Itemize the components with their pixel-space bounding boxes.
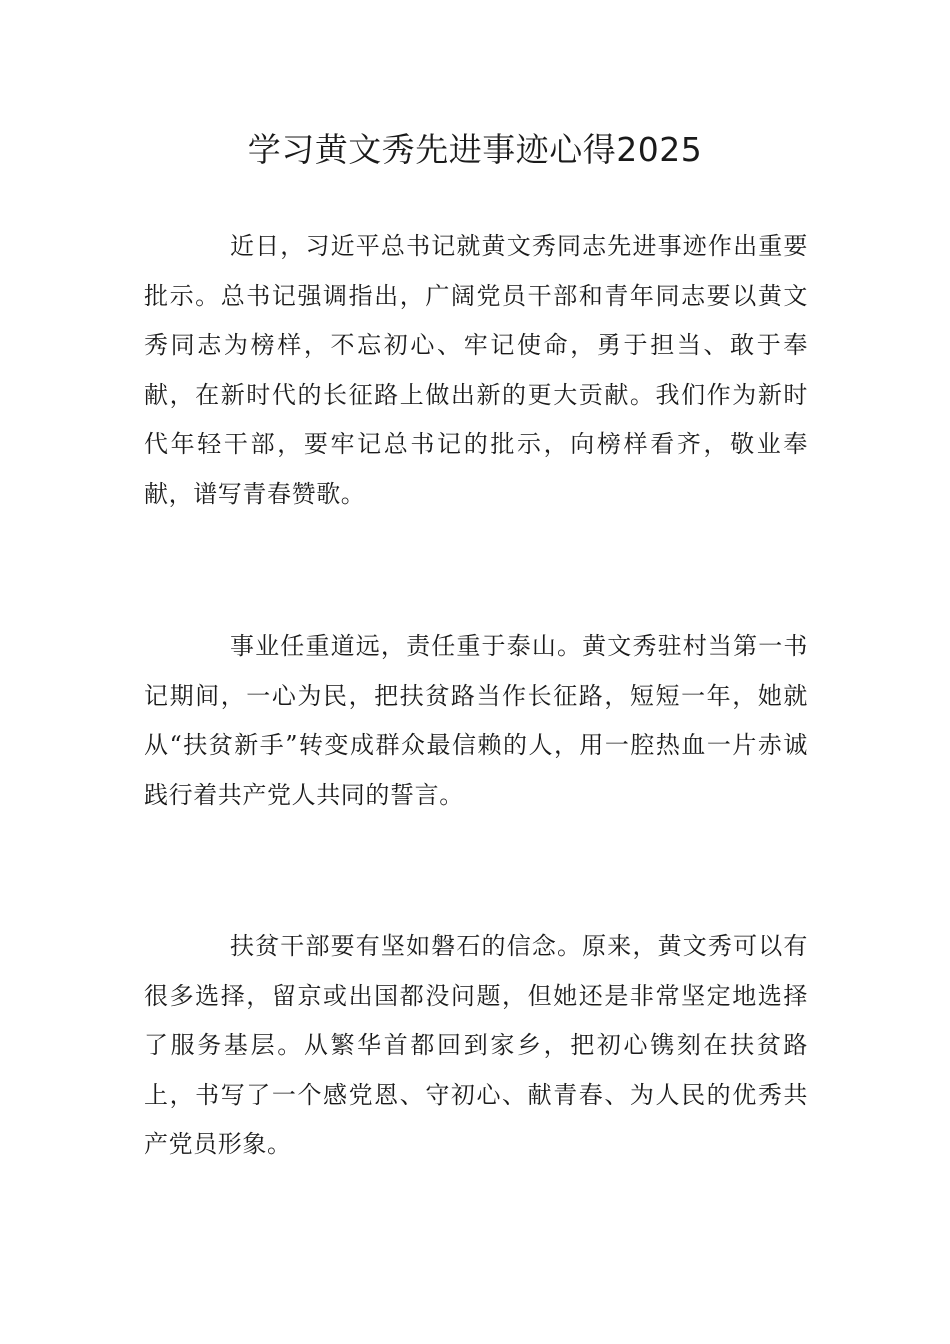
document-title: 学习黄文秀先进事迹心得2025 [247, 130, 703, 169]
paragraph-2: 事业任重道远，责任重于泰山。黄文秀驻村当第一书记期间，一心为民，把扶贫路当作长征路，短短一年，她就从“扶贫新手”转变成群众最信赖的人，用一腔热血一片赤诚践行着共产党人共同的誓言。 [144, 632, 808, 809]
paragraph-3: 扶贫干部要有坚如磐石的信念。原来，黄文秀可以有很多选择，留京或出国都没问题，但她还是非常坚定地选择了服务基层。从繁华首都回到家乡，把初心镌刻在扶贫路上，书写了一个感党恩、守初心、献青春、为人民的优秀共产党员形象。 [144, 932, 808, 1158]
paragraph-1: 近日，习近平总书记就黄文秀同志先进事迹作出重要批示。总书记强调指出，广阔党员干部和青年同志要以黄文秀同志为榜样，不忘初心、牢记使命，勇于担当、敢于奉献，在新时代的长征路上做出新的更大贡献。我们作为新时代年轻干部，要牢记总书记的批示，向榜样看齐，敬业奉献，谱写青春赞歌。 [144, 232, 808, 508]
